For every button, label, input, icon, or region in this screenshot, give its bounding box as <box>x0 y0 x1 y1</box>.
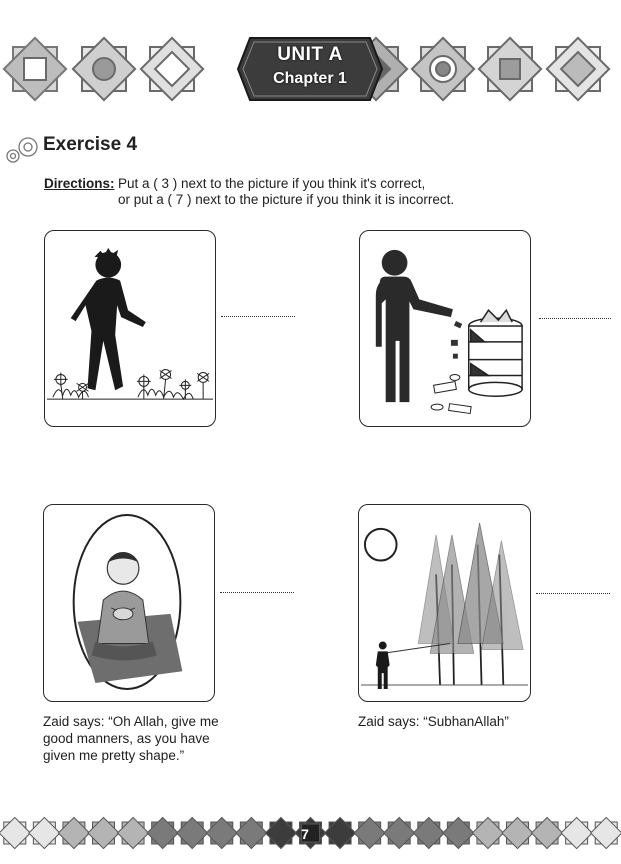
answer-line-1[interactable] <box>221 316 295 317</box>
answer-line-4[interactable] <box>536 593 610 594</box>
footer-star-icon <box>472 817 503 848</box>
footer-star-icon <box>118 817 149 848</box>
picture-card-3 <box>43 504 215 702</box>
caption-3: Zaid says: “Oh Allah, give me good manners, as you have given me pretty shape.” <box>43 714 219 763</box>
picture-card-4 <box>358 504 531 702</box>
unit-title: UNIT A <box>277 44 343 65</box>
flower-ornament-icon <box>2 134 42 166</box>
footer-star-icon <box>88 817 119 848</box>
answer-line-3[interactable] <box>220 592 294 593</box>
child-stepping-on-flowers-icon <box>45 231 215 426</box>
directions-text-line1: Put a ( 3 ) next to the picture if you think it's correct, <box>118 176 426 191</box>
footer-star-icon <box>177 817 208 848</box>
picture-card-2 <box>359 230 531 427</box>
footer-star-icon <box>206 817 237 848</box>
chapter-title: Chapter 1 <box>273 70 347 87</box>
directions-label: Directions: <box>44 176 115 191</box>
page-number: 7 <box>301 826 309 842</box>
child-praying-on-mat-icon <box>44 505 214 701</box>
footer-star-icon <box>147 817 178 848</box>
footer-star-icon <box>325 817 356 848</box>
footer-star-icon <box>236 817 267 848</box>
footer-star-icon <box>561 817 592 848</box>
footer-star-icon <box>413 817 444 848</box>
footer-star-icon <box>532 817 563 848</box>
footer-star-icon <box>58 817 89 848</box>
picture-card-1 <box>44 230 216 427</box>
footer-star-icon <box>443 817 474 848</box>
person-throwing-litter-icon <box>360 231 530 426</box>
answer-line-2[interactable] <box>539 318 611 319</box>
footer-star-icon <box>502 817 533 848</box>
footer-star-icon <box>354 817 385 848</box>
footer-star-icon <box>591 817 621 848</box>
person-looking-at-trees-and-sun-icon <box>359 505 530 701</box>
footer-star-icon <box>0 817 30 848</box>
exercise-title: Exercise 4 <box>43 134 138 155</box>
directions-text-line2: or put a ( 7 ) next to the picture if you think it is incorrect. <box>118 192 455 207</box>
footer-star-icon <box>29 817 60 848</box>
caption-4: Zaid says: “SubhanAllah” <box>358 714 509 729</box>
footer-star-icon <box>384 817 415 848</box>
